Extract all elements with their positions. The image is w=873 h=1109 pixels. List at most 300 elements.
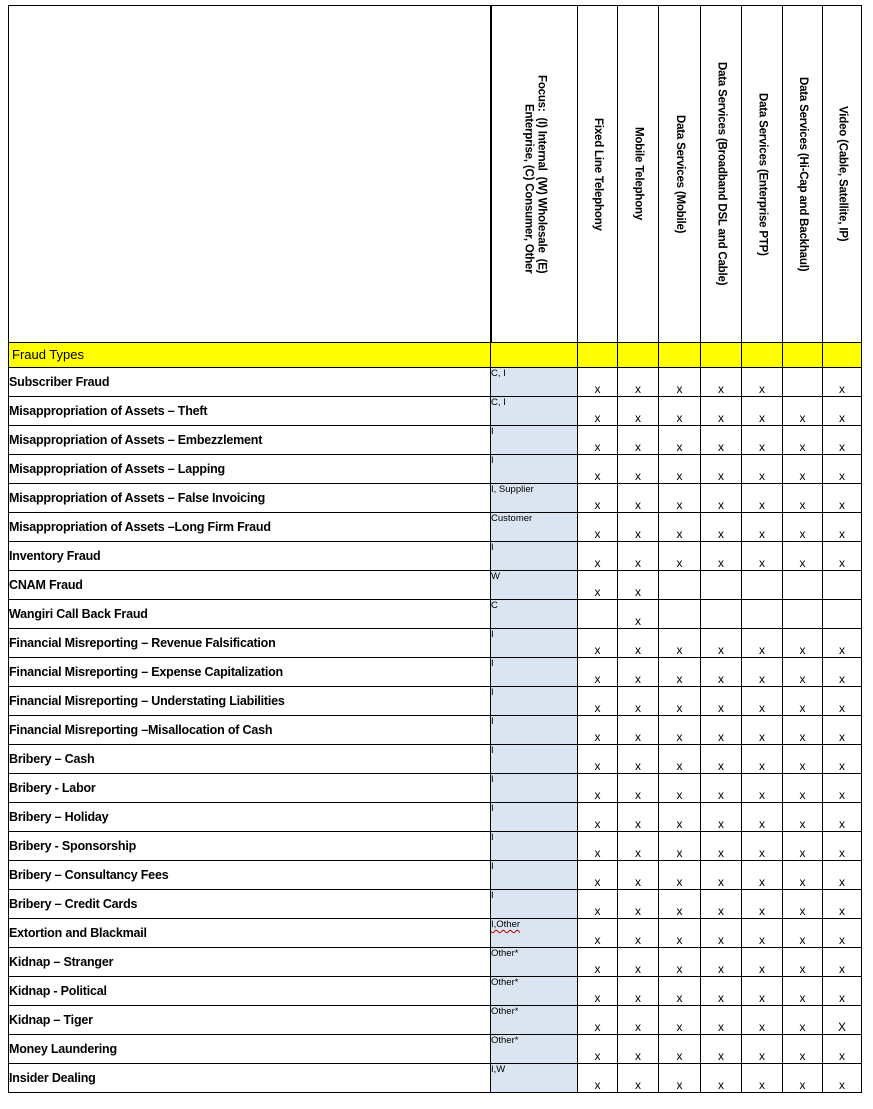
focus-cell xyxy=(491,687,578,716)
focus-value: I xyxy=(491,426,494,437)
service-mark-cell: x xyxy=(823,426,862,455)
focus-value: I xyxy=(491,542,494,553)
fraud-type-name: Financial Misreporting – Revenue Falsification xyxy=(9,629,491,658)
table-row xyxy=(9,687,862,716)
service-mark-cell: x xyxy=(618,803,659,832)
service-mark-cell xyxy=(742,600,783,629)
service-mark-cell: x xyxy=(742,803,783,832)
focus-cell xyxy=(491,426,578,455)
focus-cell xyxy=(491,455,578,484)
focus-cell xyxy=(491,658,578,687)
service-mark-cell: x xyxy=(823,484,862,513)
service-mark-cell: x xyxy=(659,368,701,397)
fraud-type-name: Financial Misreporting –Misallocation of Cash xyxy=(9,716,491,745)
service-mark-cell xyxy=(701,571,742,600)
service-mark-cell: x xyxy=(618,600,659,629)
service-mark-cell: x xyxy=(578,774,618,803)
fraud-matrix-sheet xyxy=(8,5,861,1105)
service-mark-cell xyxy=(823,571,862,600)
header-col-label: Data Services (Mobile) xyxy=(674,114,686,234)
focus-cell xyxy=(491,1006,578,1035)
focus-cell xyxy=(491,571,578,600)
fraud-type-name: Misappropriation of Assets – Lapping xyxy=(9,455,491,484)
table-row xyxy=(9,774,862,803)
table-row xyxy=(9,571,862,600)
service-mark-cell: x xyxy=(701,513,742,542)
service-mark-cell: x xyxy=(659,455,701,484)
service-mark-cell: x xyxy=(578,977,618,1006)
service-mark-cell: x xyxy=(659,890,701,919)
table-row xyxy=(9,977,862,1006)
header-col-label: Data Services (Enterprise PTP) xyxy=(756,92,769,256)
header-col-label: Data Services (Broadband DSL and Cable) xyxy=(715,62,728,286)
service-mark-cell: x xyxy=(659,832,701,861)
header-blank-cell xyxy=(9,6,491,343)
service-mark-cell: x xyxy=(701,774,742,803)
service-mark-cell: x xyxy=(701,1006,742,1035)
focus-value: Other* xyxy=(491,948,519,959)
focus-cell xyxy=(491,948,578,977)
fraud-type-name: Misappropriation of Assets – Embezzlement xyxy=(9,426,491,455)
focus-value: I,W xyxy=(491,1064,506,1075)
service-mark-cell: x xyxy=(742,919,783,948)
service-mark-cell: x xyxy=(783,687,823,716)
header-col-label: Mobile Telephony xyxy=(632,127,645,221)
fraud-type-name: Kidnap – Tiger xyxy=(9,1006,491,1035)
service-mark-cell xyxy=(659,600,701,629)
service-mark-cell: x xyxy=(578,919,618,948)
service-mark-cell: x xyxy=(701,1035,742,1064)
focus-cell xyxy=(491,745,578,774)
service-mark-cell: x xyxy=(618,861,659,890)
table-row xyxy=(9,600,862,629)
service-mark-cell: x xyxy=(742,484,783,513)
fraud-type-name: Money Laundering xyxy=(9,1035,491,1064)
section-empty-cell xyxy=(823,343,862,368)
section-label-cell xyxy=(9,343,491,368)
table-row xyxy=(9,948,862,977)
service-mark-cell: x xyxy=(823,716,862,745)
service-mark-cell: x xyxy=(618,919,659,948)
service-mark-cell: x xyxy=(742,397,783,426)
focus-cell xyxy=(491,1035,578,1064)
service-mark-cell: x xyxy=(823,658,862,687)
table-row xyxy=(9,861,862,890)
service-mark-cell: x xyxy=(659,919,701,948)
service-mark-cell: x xyxy=(701,1064,742,1093)
focus-cell xyxy=(491,890,578,919)
service-mark-cell: x xyxy=(701,832,742,861)
service-mark-cell: x xyxy=(701,368,742,397)
fraud-type-name: Subscriber Fraud xyxy=(9,368,491,397)
table-row xyxy=(9,745,862,774)
fraud-type-name: Misappropriation of Assets – Theft xyxy=(9,397,491,426)
focus-value: I, Supplier xyxy=(491,484,534,495)
service-mark-cell xyxy=(823,600,862,629)
service-mark-cell: x xyxy=(823,832,862,861)
service-mark-cell: x xyxy=(742,745,783,774)
service-mark-cell: x xyxy=(618,426,659,455)
section-empty-cell xyxy=(578,343,618,368)
service-mark-cell: x xyxy=(618,542,659,571)
service-mark-cell: x xyxy=(823,1064,862,1093)
service-mark-cell: x xyxy=(742,1035,783,1064)
service-mark-cell: x xyxy=(823,455,862,484)
fraud-type-name: Wangiri Call Back Fraud xyxy=(9,600,491,629)
service-mark-cell: x xyxy=(578,948,618,977)
service-mark-cell: x xyxy=(618,1006,659,1035)
service-mark-cell: x xyxy=(659,426,701,455)
service-mark-cell: x xyxy=(618,397,659,426)
service-mark-cell: x xyxy=(783,1006,823,1035)
focus-cell xyxy=(491,600,578,629)
service-mark-cell: x xyxy=(701,919,742,948)
service-mark-cell: x xyxy=(823,542,862,571)
service-mark-cell: x xyxy=(742,832,783,861)
service-mark-cell: x xyxy=(742,716,783,745)
service-mark-cell: x xyxy=(783,455,823,484)
service-mark-cell: x xyxy=(783,629,823,658)
focus-value: I xyxy=(491,803,494,814)
focus-cell xyxy=(491,542,578,571)
service-mark-cell: x xyxy=(783,977,823,1006)
service-mark-cell: x xyxy=(823,513,862,542)
focus-cell xyxy=(491,919,578,948)
focus-cell xyxy=(491,484,578,513)
service-mark-cell: x xyxy=(823,948,862,977)
service-mark-cell: x xyxy=(701,948,742,977)
service-mark-cell: x xyxy=(783,542,823,571)
service-mark-cell: x xyxy=(578,426,618,455)
focus-value: Other* xyxy=(491,1035,519,1046)
service-mark-cell: x xyxy=(578,890,618,919)
service-mark-cell: x xyxy=(618,368,659,397)
service-mark-cell: x xyxy=(578,455,618,484)
service-mark-cell: x xyxy=(659,1064,701,1093)
section-row xyxy=(9,343,862,368)
service-mark-cell: x xyxy=(742,629,783,658)
service-mark-cell: x xyxy=(783,658,823,687)
service-mark-cell: x xyxy=(823,890,862,919)
service-mark-cell: x xyxy=(578,1035,618,1064)
service-mark-cell: x xyxy=(659,803,701,832)
header-col-data-broadband xyxy=(701,6,742,343)
service-mark-cell: x xyxy=(783,426,823,455)
service-mark-cell: x xyxy=(823,629,862,658)
service-mark-cell: x xyxy=(823,977,862,1006)
service-mark-cell: x xyxy=(823,861,862,890)
focus-cell xyxy=(491,803,578,832)
focus-cell xyxy=(491,397,578,426)
table-row xyxy=(9,803,862,832)
service-mark-cell: x xyxy=(783,1035,823,1064)
service-mark-cell: x xyxy=(578,658,618,687)
service-mark-cell: x xyxy=(659,977,701,1006)
service-mark-cell: x xyxy=(659,948,701,977)
service-mark-cell: x xyxy=(618,745,659,774)
section-label: Fraud Types xyxy=(12,347,85,362)
service-mark-cell: x xyxy=(659,513,701,542)
service-mark-cell: x xyxy=(618,571,659,600)
fraud-type-name: Misappropriation of Assets –Long Firm Fraud xyxy=(9,513,491,542)
fraud-type-name: Bribery – Holiday xyxy=(9,803,491,832)
service-mark-cell: x xyxy=(823,774,862,803)
service-mark-cell xyxy=(742,571,783,600)
service-mark-cell: x xyxy=(618,890,659,919)
service-mark-cell: x xyxy=(659,745,701,774)
table-row xyxy=(9,1064,862,1093)
fraud-type-name: Extortion and Blackmail xyxy=(9,919,491,948)
header-focus-cell xyxy=(491,6,578,343)
service-mark-cell: x xyxy=(578,1064,618,1093)
focus-value: Other* xyxy=(491,977,519,988)
header-col-data-mobile xyxy=(659,6,701,343)
service-mark-cell: x xyxy=(578,397,618,426)
service-mark-cell: x xyxy=(701,890,742,919)
table-row xyxy=(9,890,862,919)
focus-value: I xyxy=(491,716,494,727)
section-empty-cell xyxy=(783,343,823,368)
service-mark-cell: x xyxy=(783,803,823,832)
focus-value: W xyxy=(491,571,500,582)
service-mark-cell: x xyxy=(659,1006,701,1035)
fraud-type-name: Bribery - Labor xyxy=(9,774,491,803)
table-row xyxy=(9,397,862,426)
service-mark-cell: x xyxy=(742,658,783,687)
service-mark-cell: X xyxy=(823,1006,862,1035)
service-mark-cell: x xyxy=(578,687,618,716)
focus-value: I xyxy=(491,861,494,872)
service-mark-cell: x xyxy=(659,629,701,658)
header-col-label: Data Services (Hi-Cap and Backhaul) xyxy=(797,76,809,272)
service-mark-cell: x xyxy=(701,803,742,832)
focus-value: I,Other xyxy=(491,919,521,930)
service-mark-cell: x xyxy=(578,368,618,397)
service-mark-cell: x xyxy=(578,513,618,542)
service-mark-cell: x xyxy=(701,745,742,774)
service-mark-cell: x xyxy=(701,426,742,455)
service-mark-cell: x xyxy=(618,948,659,977)
focus-cell xyxy=(491,368,578,397)
service-mark-cell: x xyxy=(659,861,701,890)
service-mark-cell: x xyxy=(578,832,618,861)
service-mark-cell: x xyxy=(578,716,618,745)
focus-value: I xyxy=(491,890,494,901)
section-empty-cell xyxy=(659,343,701,368)
fraud-type-name: Bribery - Sponsorship xyxy=(9,832,491,861)
header-focus-label: Focus: (I) Internal (W) Wholesale (E) Enterprise, (C) Consumer, Other xyxy=(522,74,548,274)
service-mark-cell: x xyxy=(742,977,783,1006)
service-mark-cell: x xyxy=(823,745,862,774)
focus-value: I xyxy=(491,745,494,756)
focus-cell xyxy=(491,629,578,658)
focus-cell xyxy=(491,774,578,803)
service-mark-cell: x xyxy=(618,832,659,861)
service-mark-cell: x xyxy=(742,948,783,977)
table-row xyxy=(9,1035,862,1064)
header-col-data-enterprise xyxy=(742,6,783,343)
service-mark-cell: x xyxy=(578,745,618,774)
service-mark-cell: x xyxy=(701,861,742,890)
service-mark-cell: x xyxy=(783,890,823,919)
fraud-type-name: Bribery – Cash xyxy=(9,745,491,774)
service-mark-cell: x xyxy=(823,1035,862,1064)
service-mark-cell: x xyxy=(659,1035,701,1064)
service-mark-cell: x xyxy=(618,629,659,658)
service-mark-cell xyxy=(659,571,701,600)
table-row xyxy=(9,1006,862,1035)
fraud-type-name: Misappropriation of Assets – False Invoicing xyxy=(9,484,491,513)
service-mark-cell: x xyxy=(742,455,783,484)
fraud-type-name: Kidnap - Political xyxy=(9,977,491,1006)
service-mark-cell: x xyxy=(823,687,862,716)
table-row xyxy=(9,832,862,861)
table-row xyxy=(9,919,862,948)
fraud-matrix-table xyxy=(8,5,862,1093)
service-mark-cell: x xyxy=(783,774,823,803)
focus-cell xyxy=(491,977,578,1006)
table-row xyxy=(9,455,862,484)
service-mark-cell: x xyxy=(742,1064,783,1093)
service-mark-cell: x xyxy=(823,803,862,832)
service-mark-cell: x xyxy=(783,484,823,513)
focus-value: I xyxy=(491,629,494,640)
fraud-type-name: Inventory Fraud xyxy=(9,542,491,571)
service-mark-cell: x xyxy=(783,397,823,426)
service-mark-cell: x xyxy=(742,1006,783,1035)
service-mark-cell: x xyxy=(701,687,742,716)
service-mark-cell: x xyxy=(823,919,862,948)
service-mark-cell: x xyxy=(578,861,618,890)
focus-value: I xyxy=(491,832,494,843)
table-row xyxy=(9,542,862,571)
service-mark-cell: x xyxy=(823,368,862,397)
service-mark-cell: x xyxy=(618,687,659,716)
service-mark-cell: x xyxy=(578,629,618,658)
focus-value: Other* xyxy=(491,1006,519,1017)
focus-value: C xyxy=(491,600,498,611)
fraud-type-name: Bribery – Credit Cards xyxy=(9,890,491,919)
fraud-type-name: Kidnap – Stranger xyxy=(9,948,491,977)
focus-value: C, I xyxy=(491,397,506,408)
service-mark-cell: x xyxy=(823,397,862,426)
service-mark-cell: x xyxy=(701,542,742,571)
service-mark-cell: x xyxy=(659,687,701,716)
fraud-type-name: Bribery – Consultancy Fees xyxy=(9,861,491,890)
service-mark-cell: x xyxy=(701,716,742,745)
table-row xyxy=(9,513,862,542)
service-mark-cell: x xyxy=(701,484,742,513)
service-mark-cell xyxy=(701,600,742,629)
table-row xyxy=(9,368,862,397)
service-mark-cell: x xyxy=(618,658,659,687)
table-row xyxy=(9,658,862,687)
section-empty-cell xyxy=(491,343,578,368)
service-mark-cell: x xyxy=(742,426,783,455)
service-mark-cell: x xyxy=(618,716,659,745)
service-mark-cell: x xyxy=(742,513,783,542)
service-mark-cell: x xyxy=(618,513,659,542)
fraud-type-name: Financial Misreporting – Expense Capitalization xyxy=(9,658,491,687)
service-mark-cell: x xyxy=(783,513,823,542)
service-mark-cell: x xyxy=(659,397,701,426)
header-col-video xyxy=(823,6,862,343)
service-mark-cell: x xyxy=(742,861,783,890)
service-mark-cell xyxy=(578,600,618,629)
service-mark-cell: x xyxy=(618,1064,659,1093)
focus-value: Customer xyxy=(491,513,533,524)
service-mark-cell: x xyxy=(742,774,783,803)
service-mark-cell: x xyxy=(659,484,701,513)
section-empty-cell xyxy=(701,343,742,368)
focus-cell xyxy=(491,832,578,861)
service-mark-cell: x xyxy=(783,716,823,745)
fraud-type-name: Financial Misreporting – Understating Liabilities xyxy=(9,687,491,716)
service-mark-cell: x xyxy=(701,629,742,658)
service-mark-cell: x xyxy=(742,368,783,397)
header-row xyxy=(9,6,862,343)
service-mark-cell: x xyxy=(659,542,701,571)
service-mark-cell xyxy=(783,600,823,629)
service-mark-cell: x xyxy=(618,1035,659,1064)
table-row xyxy=(9,484,862,513)
fraud-type-name: CNAM Fraud xyxy=(9,571,491,600)
focus-value: C, I xyxy=(491,368,506,379)
service-mark-cell: x xyxy=(783,1064,823,1093)
fraud-type-name: Insider Dealing xyxy=(9,1064,491,1093)
section-empty-cell xyxy=(742,343,783,368)
focus-value: I xyxy=(491,687,494,698)
service-mark-cell: x xyxy=(783,919,823,948)
table-row xyxy=(9,426,862,455)
header-col-mobile xyxy=(618,6,659,343)
focus-cell xyxy=(491,513,578,542)
focus-value: I xyxy=(491,774,494,785)
service-mark-cell xyxy=(783,571,823,600)
service-mark-cell: x xyxy=(659,658,701,687)
service-mark-cell: x xyxy=(578,803,618,832)
service-mark-cell: x xyxy=(742,542,783,571)
service-mark-cell: x xyxy=(659,774,701,803)
service-mark-cell: x xyxy=(618,774,659,803)
service-mark-cell: x xyxy=(618,484,659,513)
focus-cell xyxy=(491,1064,578,1093)
service-mark-cell: x xyxy=(701,658,742,687)
service-mark-cell: x xyxy=(618,977,659,1006)
service-mark-cell: x xyxy=(783,948,823,977)
service-mark-cell: x xyxy=(742,890,783,919)
focus-value: I xyxy=(491,455,494,466)
focus-cell xyxy=(491,861,578,890)
service-mark-cell: x xyxy=(578,484,618,513)
service-mark-cell: x xyxy=(783,832,823,861)
service-mark-cell: x xyxy=(783,745,823,774)
header-col-data-hicap xyxy=(783,6,823,343)
service-mark-cell xyxy=(783,368,823,397)
service-mark-cell: x xyxy=(578,571,618,600)
service-mark-cell: x xyxy=(783,861,823,890)
service-mark-cell: x xyxy=(659,716,701,745)
focus-cell xyxy=(491,716,578,745)
header-col-label: Video (Cable, Satellite, IP) xyxy=(836,106,849,242)
service-mark-cell: x xyxy=(701,397,742,426)
section-empty-cell xyxy=(618,343,659,368)
service-mark-cell: x xyxy=(578,1006,618,1035)
service-mark-cell: x xyxy=(618,455,659,484)
header-col-fixed-line xyxy=(578,6,618,343)
table-row xyxy=(9,629,862,658)
service-mark-cell: x xyxy=(701,977,742,1006)
